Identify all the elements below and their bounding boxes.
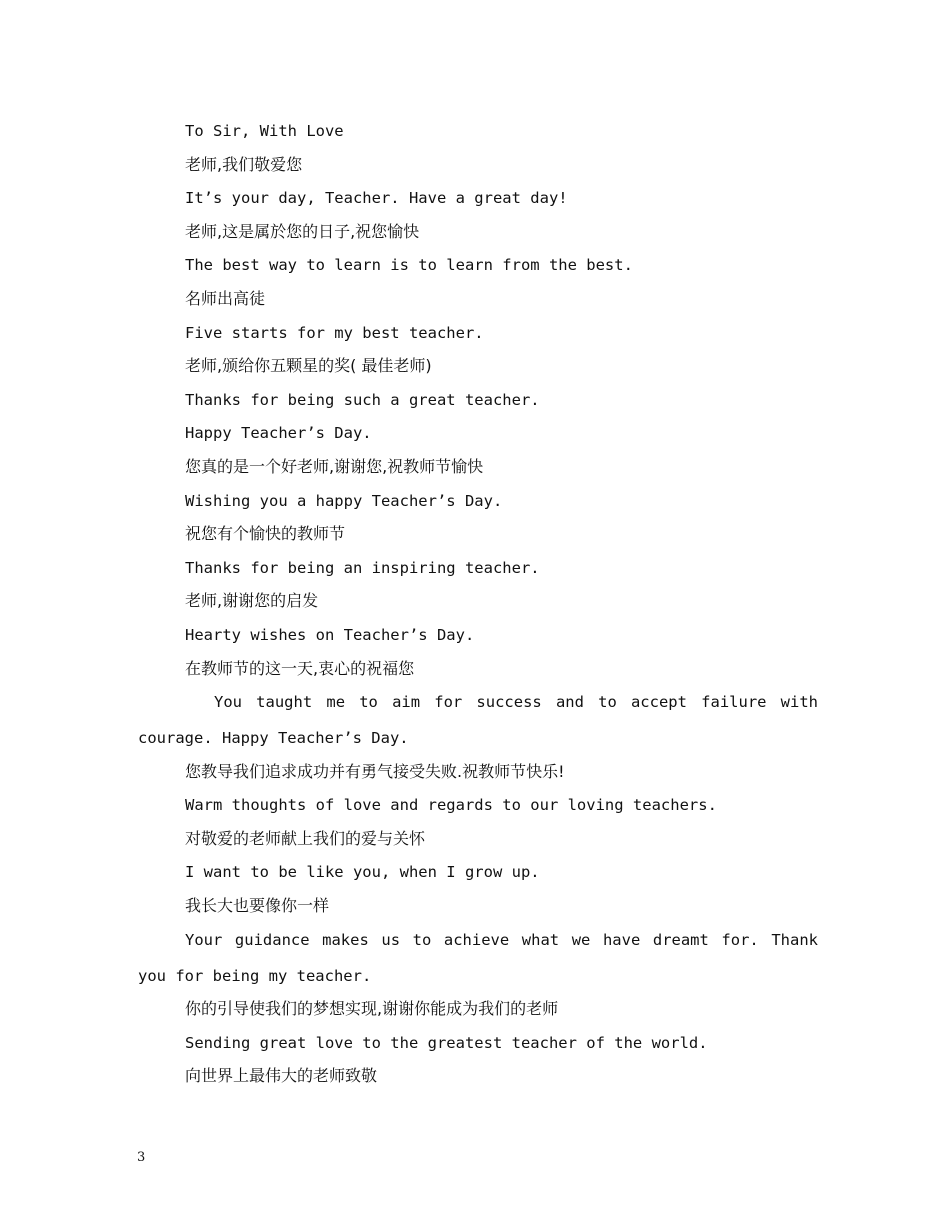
line-zh-best-way: 名师出高徒 — [185, 288, 266, 308]
line-en-greatest: Sending great love to the greatest teacher of the world. — [185, 1033, 708, 1052]
line-en-warm-thoughts: Warm thoughts of love and regards to our loving teachers. — [185, 796, 717, 815]
line-zh-wishing: 祝您有个愉快的教师节 — [185, 524, 346, 544]
line-zh-hearty: 在教师节的这一天,衷心的祝福您 — [185, 658, 415, 678]
line-en-title: To Sir, With Love — [185, 122, 344, 140]
document-body — [138, 119, 818, 1098]
line-zh-grow-up: 我长大也要像你一样 — [185, 896, 330, 916]
line-zh-your-day: 老师,这是属於您的日子,祝您愉快 — [185, 221, 420, 241]
line-en-happy-day: Happy Teacher’s Day. — [185, 424, 372, 443]
line-zh-inspiring: 老师,谢谢您的启发 — [185, 591, 319, 611]
line-en-great-teacher: Thanks for being such a great teacher. — [185, 390, 540, 409]
page-number: 3 — [137, 1150, 146, 1165]
line-zh-greatest: 向世界上最伟大的老师致敬 — [185, 1066, 378, 1086]
line-en-five-stars: Five starts for my best teacher. — [185, 323, 484, 342]
line-zh-five-stars: 老师,颁给你五颗星的奖( 最佳老师) — [185, 356, 432, 376]
line-zh-title: 老师,我们敬爱您 — [185, 154, 303, 174]
paragraph-success — [138, 684, 818, 756]
paragraph-guidance — [138, 922, 818, 994]
line-zh-good-teacher: 您真的是一个好老师,谢谢您,祝教师节愉快 — [185, 456, 484, 476]
line-zh-warm-thoughts: 对敬爱的老师献上我们的爱与关怀 — [185, 828, 426, 848]
line-en-best-way: The best way to learn is to learn from the best. — [185, 256, 633, 275]
line-zh-success: 您教导我们追求成功并有勇气接受失败.祝教师节快乐! — [185, 761, 565, 781]
paragraph-guidance-text: Your guidance makes us to achieve what we have dreamt for. Thank you for being my teacher. — [138, 930, 818, 985]
line-en-your-day: It’s your day, Teacher. Have a great day! — [185, 189, 568, 208]
paragraph-success-text: You taught me to aim for success and to accept failure with courage. Happy Teacher’s Day. — [138, 693, 818, 748]
line-en-wishing: Wishing you a happy Teacher’s Day. — [185, 491, 503, 510]
line-en-hearty: Hearty wishes on Teacher’s Day. — [185, 625, 475, 644]
line-en-grow-up: I want to be like you, when I grow up. — [185, 863, 540, 882]
line-en-inspiring: Thanks for being an inspiring teacher. — [185, 558, 540, 577]
line-zh-guidance: 你的引导使我们的梦想实现,谢谢你能成为我们的老师 — [185, 999, 559, 1019]
